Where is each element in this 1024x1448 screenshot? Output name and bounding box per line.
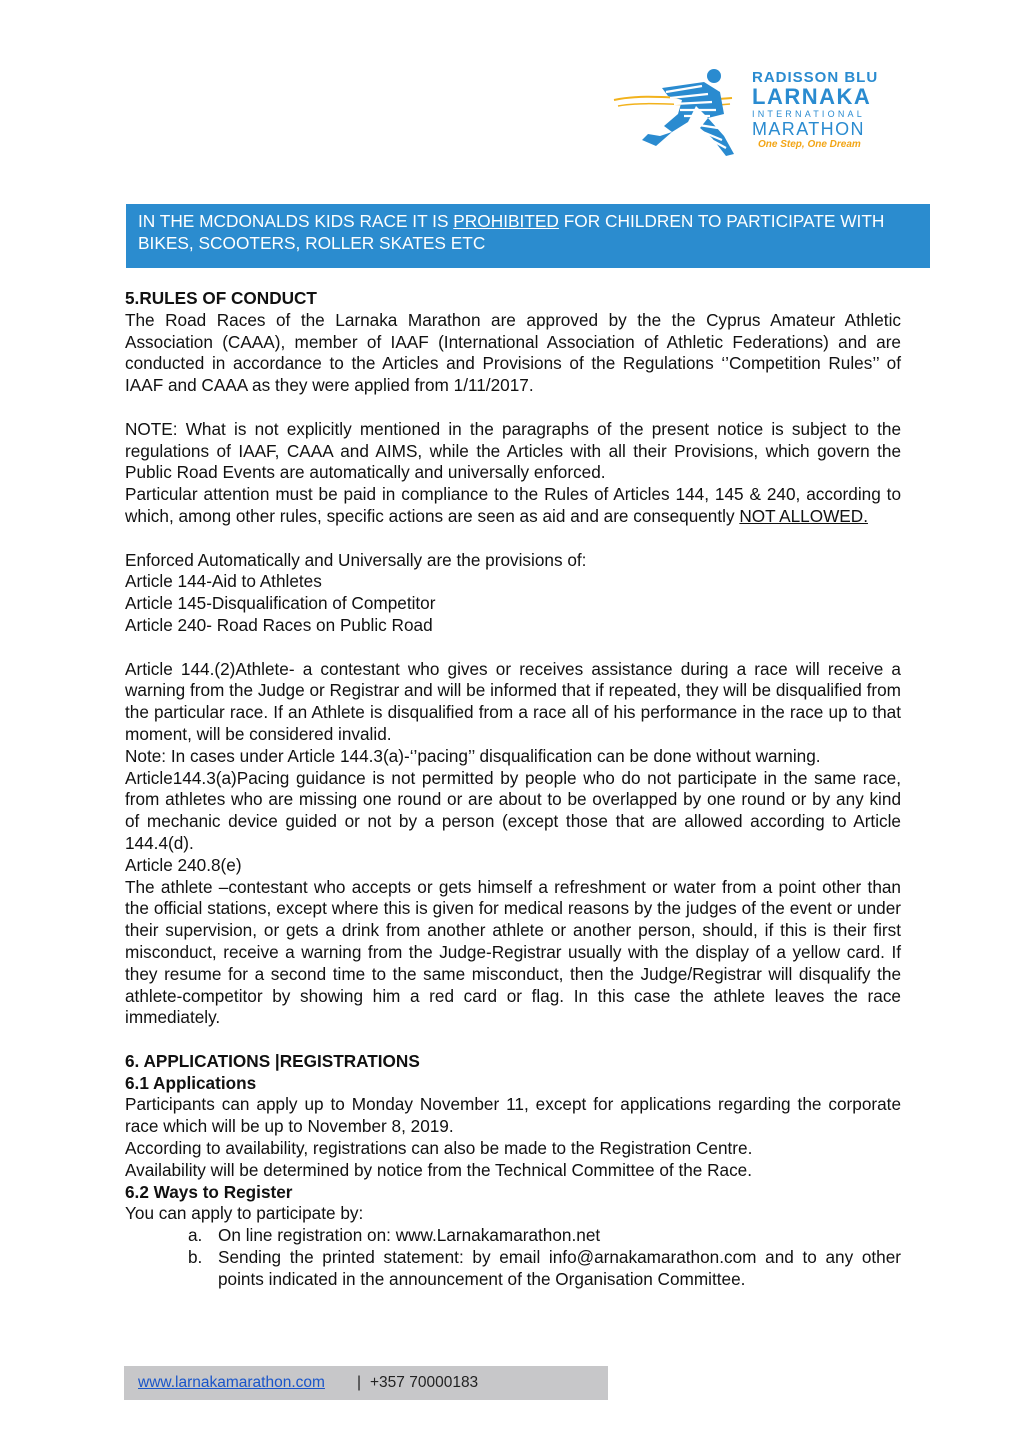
website-link[interactable]: www.larnakamarathon.com <box>138 1374 325 1391</box>
logo-tagline: One Step, One Dream <box>758 139 861 150</box>
article-item: Article 145-Disqualification of Competitor <box>125 593 436 614</box>
article-144-3a: Article144.3(a)Pacing guidance is not permitted by people who do not participate in the same race, from athletes who are missing one round or are about to be overlapped by one round or by any kind of mechanic device guided or not by a person (except those that are allowed according to Article 144.4(d). <box>125 767 901 853</box>
article-item: Article 144-Aid to Athletes <box>125 571 322 592</box>
banner-text-before: IN THE MCDONALDS KIDS RACE IT IS <box>138 211 454 231</box>
runner-icon <box>612 62 762 162</box>
article-240-title: Article 240.8(e) <box>125 854 242 875</box>
footer-bar <box>124 1366 608 1400</box>
section-6-2-intro: You can apply to participate by: <box>125 1203 364 1224</box>
logo-city: LARNAKA <box>752 84 872 109</box>
article-144-2: Article 144.(2)Athlete- a contestant who gives or receives assistance during a race will receive a warning from the Judge or Registrar and will be informed that if repeated, they will be disqualified from the particular race. If an Athlete is disqualified from a race all of his performance in the race up to that moment, will be considered invalid. <box>125 658 901 744</box>
kids-race-warning-banner <box>126 204 930 268</box>
article-240-text: The athlete –contestant who accepts or gets himself a refreshment or water from a point other than the official stations, except where this is given for medical reasons by the judges of the event or under their supervision, or gets a drink from another athlete or another person, should, if this is their first misconduct, receive a warning from the Judge-Registrar usually with the display of a yellow card. If they resume for a second time to the same misconduct, then the Judge/Registrar will disqualify the athlete-competitor by showing him a red card or flag. In this case the athlete leaves the race immediately. <box>125 876 901 1028</box>
section-5-heading: 5.RULES OF CONDUCT <box>125 288 317 308</box>
section-6-1-availability: According to availability, registrations can also be made to the Registration Centre. <box>125 1138 753 1159</box>
list-item <box>125 1247 901 1291</box>
not-allowed-text: NOT ALLOWED. <box>739 505 868 526</box>
logo-sponsor: RADISSON BLU <box>752 69 879 86</box>
section-5-intro: The Road Races of the Larnaka Marathon are approved by the the Cyprus Amateur Athletic Association (CAAA), member of IAAF (International Association of Athletic Federations) and are conducted in accordance to the Articles and Provisions of the Regulations ‘’Competition Rules’’ of IAAF and CAAA as they were applied from 1/11/2017. <box>125 309 901 396</box>
list-marker: b. <box>188 1247 203 1268</box>
section-5-attention <box>125 484 901 528</box>
section-6-1-deadline: Participants can apply up to Monday November 11, except for applications regarding the corporate race which will be up to November 8, 2019. <box>125 1094 901 1137</box>
section-5-note: NOTE: What is not explicitly mentioned in the paragraphs of the present notice is subject to the regulations of IAAF, CAAA and AIMS, while the Articles with all their Provisions, which govern the Public Road Events are automatically and universally enforced. <box>125 418 901 483</box>
banner-text-after: FOR CHILDREN TO PARTICIPATE WITH BIKES, SCOOTERS, ROLLER SKATES ETC <box>138 211 885 253</box>
section-6-2-heading: 6.2 Ways to Register <box>125 1181 293 1202</box>
document-body <box>125 288 901 1291</box>
enforced-intro: Enforced Automatically and Universally are the provisions of: <box>125 549 587 570</box>
phone-number: +357 70000183 <box>370 1374 479 1391</box>
list-marker: a. <box>188 1225 203 1246</box>
list-item-text: Sending the printed statement: by email info@arnakamarathon.com and to any other points indicated in the announcement of the Organisation Committee. <box>218 1247 901 1289</box>
ways-to-register-list <box>125 1225 901 1290</box>
article-item: Article 240- Road Races on Public Road <box>125 614 433 635</box>
section-6-heading: 6. APPLICATIONS |REGISTRATIONS <box>125 1050 420 1071</box>
banner-emphasis: PROHIBITED <box>453 211 559 231</box>
list-item-text: On line registration on: www.Larnakamarathon.net <box>218 1225 601 1246</box>
section-6-1-committee: Availability will be determined by notice from the Technical Committee of the Race. <box>125 1159 753 1180</box>
article-144-note: Note: In cases under Article 144.3(a)-‘’pacing’’ disqualification can be done without warning. <box>125 745 821 766</box>
attention-text: Particular attention must be paid in compliance to the Rules of Articles 144, 145 & 240, according to which, among other rules, specific actions are seen as aid and are consequently <box>125 484 901 526</box>
section-6-1-heading: 6.1 Applications <box>125 1072 257 1093</box>
footer-separator: | <box>357 1374 362 1391</box>
logo-marathon: MARATHON <box>752 119 865 139</box>
logo-international: INTERNATIONAL <box>752 109 865 119</box>
event-logo <box>612 62 887 162</box>
list-item <box>125 1225 901 1247</box>
logo-wordmark <box>752 70 878 152</box>
